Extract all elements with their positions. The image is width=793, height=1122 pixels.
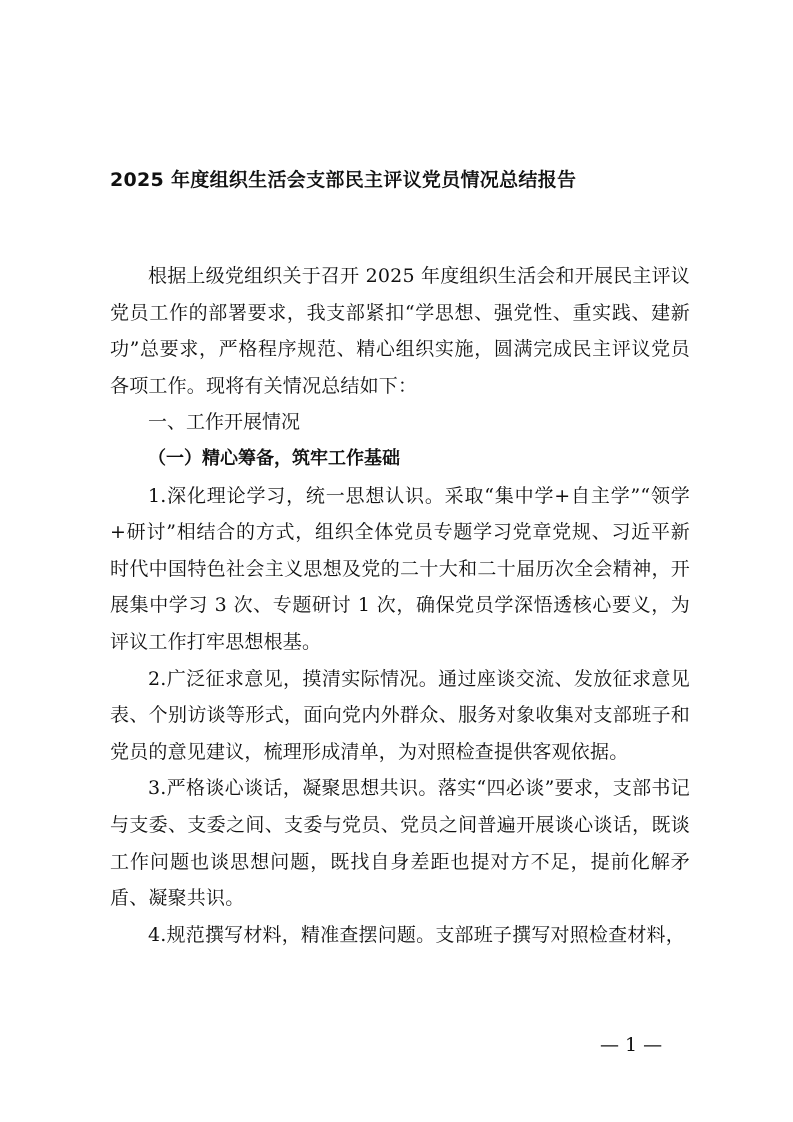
subsection-heading: （一）精心筹备，筑牢工作基础 xyxy=(148,447,400,469)
document-title: 2025 年度组织生活会支部民主评议党员情况总结报告 xyxy=(110,169,577,191)
body-paragraph: 2.广泛征求意见，摸清实际情况。通过座谈交流、发放征求意见表、个别访谈等形式，面向党内外群众、服务对象收集对支部班子和党员的意见建议，梳理形成清单，为对照检查提供客观依据。 xyxy=(110,667,690,763)
section-heading: 一、工作开展情况 xyxy=(148,411,301,434)
page-number: — 1 — xyxy=(600,1034,663,1056)
body-paragraph: 4.规范撰写材料，精准查摆问题。支部班子撰写对照检查材料， xyxy=(148,923,685,946)
intro-paragraph: 根据上级党组织关于召开 2025 年度组织生活会和开展民主评议党员工作的部署要求，我支部紧扣“学思想、强党性、重实践、建新功”总要求，严格程序规范、精心组织实施，圆满完成民主评议党员各项工作。现将有关情况总结如下： xyxy=(110,265,690,397)
document-body xyxy=(110,258,690,953)
body-paragraph: 3.严格谈心谈话，凝聚思想共识。落实“四必谈”要求，支部书记与支委、支委之间、支委与党员、党员之间普遍开展谈心谈话，既谈工作问题也谈思想问题，既找自身差距也提对方不足，提前化解矛盾、凝聚共识。 xyxy=(110,777,690,910)
body-paragraph: 1.深化理论学习，统一思想认识。采取“集中学+自主学”“领学+研讨”相结合的方式，组织全体党员专题学习党章党规、习近平新时代中国特色社会主义思想及党的二十大和二十届历次全会精神，开展集中学习 3 次、专题研讨 1 次，确保党员学深悟透核心要义，为评议工作打牢思想根基。 xyxy=(110,484,690,653)
